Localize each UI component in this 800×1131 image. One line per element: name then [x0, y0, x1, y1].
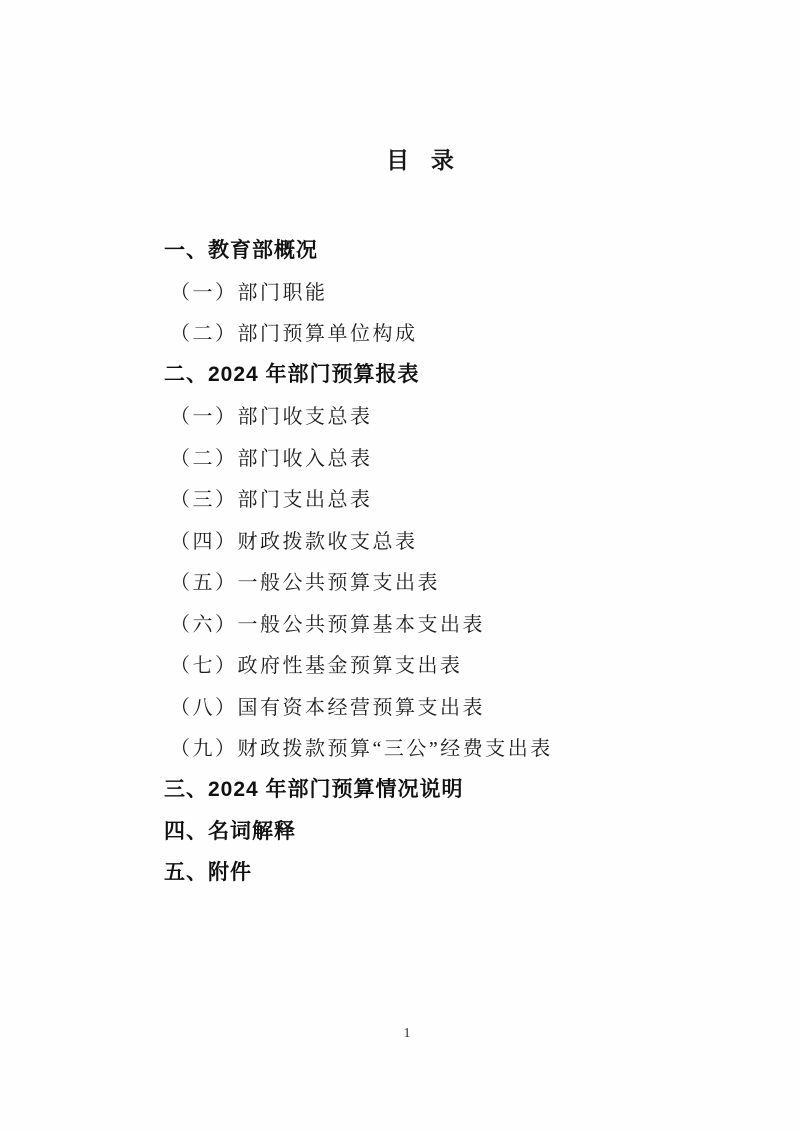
toc-item: （三）部门支出总表 — [170, 489, 373, 512]
toc-item: （六）一般公共预算基本支出表 — [170, 613, 485, 636]
toc-list — [0, 228, 800, 892]
toc-item: （五）一般公共预算支出表 — [170, 572, 440, 595]
toc-item: （九）财政拨款预算“三公”经费支出表 — [170, 738, 553, 761]
toc-item: （二）部门收入总表 — [170, 447, 373, 470]
toc-item: （七）政府性基金预算支出表 — [170, 655, 463, 678]
toc-item: （八）国有资本经营预算支出表 — [170, 696, 485, 719]
toc-item-section-4: 四、名词解释 — [164, 819, 296, 843]
toc-item-section-2: 二、2024 年部门预算报表 — [164, 363, 420, 387]
toc-item-section-3: 三、2024 年部门预算情况说明 — [164, 778, 464, 802]
toc-item: （一）部门收支总表 — [170, 406, 373, 429]
page-footer — [0, 1026, 800, 1042]
page-number: 1 — [403, 1026, 411, 1041]
toc-item: （一）部门职能 — [170, 281, 328, 304]
page-title: 目 录 — [386, 148, 456, 173]
toc-item-section-5: 五、附件 — [164, 861, 252, 885]
toc-item: （二）部门预算单位构成 — [170, 323, 418, 346]
toc-item: （四）财政拨款收支总表 — [170, 530, 418, 553]
toc-item-section-1: 一、教育部概况 — [164, 238, 318, 262]
